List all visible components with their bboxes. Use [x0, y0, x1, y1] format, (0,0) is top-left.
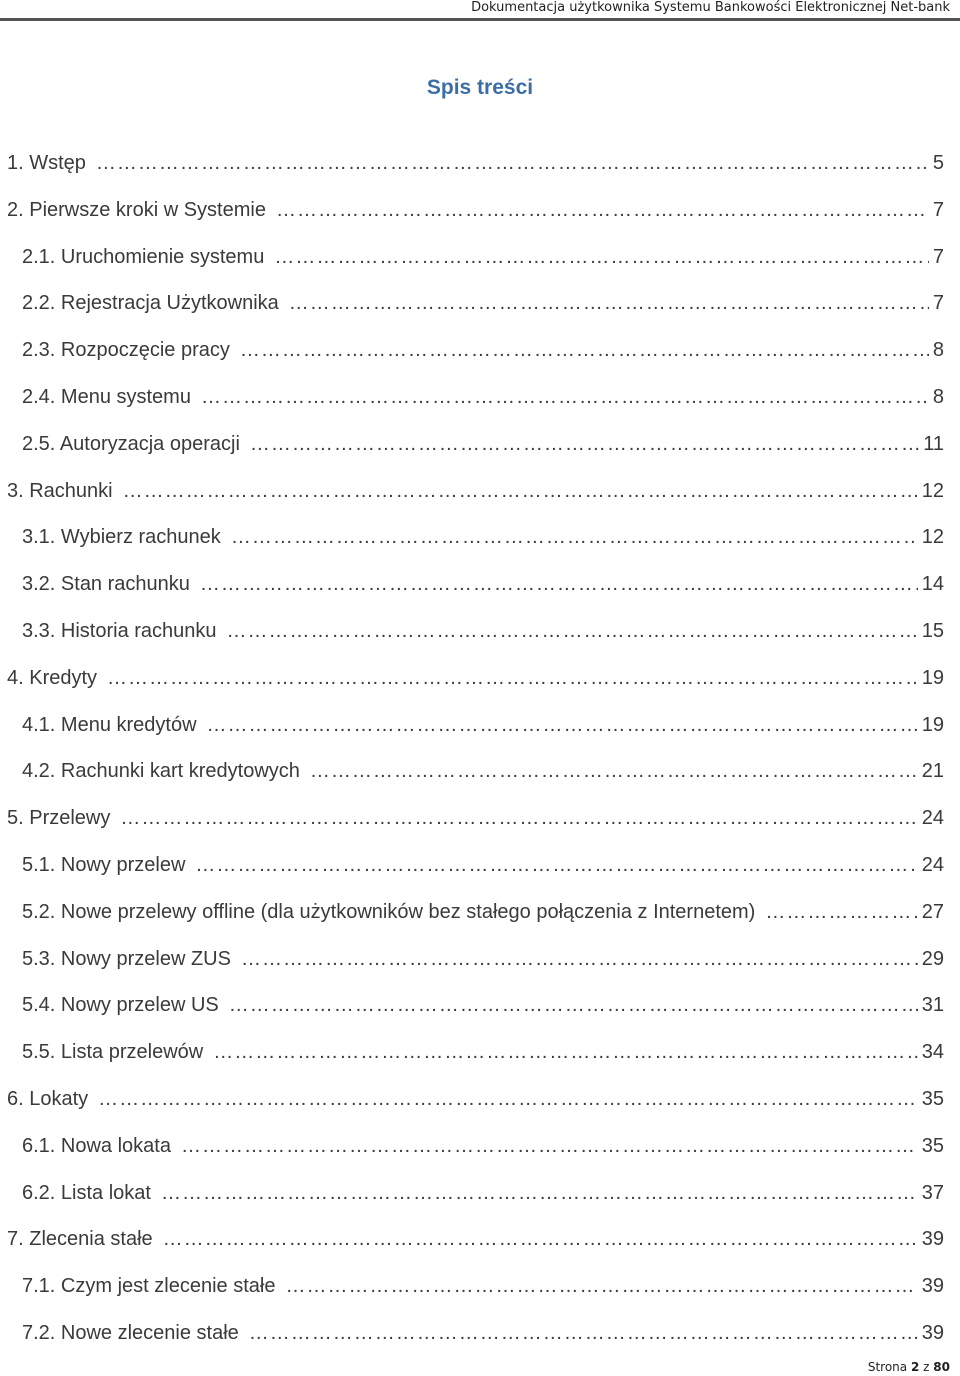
toc-dot-leader — [200, 568, 918, 600]
toc-entry[interactable] — [22, 428, 944, 460]
toc-dot-leader — [181, 1130, 918, 1162]
toc-entry[interactable] — [22, 1036, 944, 1068]
toc-entry-page: 15 — [921, 620, 944, 642]
toc-dot-leader — [250, 428, 919, 460]
toc-entry[interactable] — [22, 568, 944, 600]
toc-entry[interactable] — [22, 849, 944, 881]
toc-dot-leader — [276, 194, 929, 226]
toc-entry-page: 12 — [921, 479, 944, 502]
toc-entry-label: 5.1. Nowy przelew — [22, 854, 186, 876]
toc-entry-label: 7. Zlecenia stałe — [7, 1228, 153, 1251]
toc-entry[interactable] — [22, 287, 944, 319]
toc-dot-leader — [285, 1270, 917, 1302]
toc-entry-page: 39 — [921, 1228, 944, 1251]
toc-dot-leader — [241, 943, 918, 975]
toc-entry[interactable] — [22, 755, 944, 787]
toc-entry-page: 14 — [921, 573, 944, 596]
toc-entry-page: 35 — [921, 1088, 944, 1110]
toc-dot-leader — [227, 615, 918, 647]
toc-dot-leader — [310, 755, 918, 787]
toc-entry[interactable] — [7, 802, 944, 834]
toc-entry-page: 5 — [932, 152, 944, 174]
toc-dot-leader — [289, 287, 929, 319]
toc-entry-label: 2.1. Uruchomienie systemu — [22, 245, 265, 268]
toc-entry[interactable] — [22, 709, 944, 741]
toc-entry[interactable] — [22, 1317, 944, 1349]
toc-entry-page: 35 — [921, 1134, 944, 1157]
toc-entry-label: 2.5. Autoryzacja operacji — [22, 432, 240, 455]
toc-entry[interactable] — [22, 896, 944, 928]
toc-entry-page: 37 — [921, 1181, 944, 1204]
toc-dot-leader — [107, 662, 918, 694]
toc-entry-label: 4.2. Rachunki kart kredytowych — [22, 760, 300, 783]
toc-entry-label: 2. Pierwsze kroki w Systemie — [7, 198, 266, 221]
toc-entry-label: 3.3. Historia rachunku — [22, 620, 217, 642]
toc-dot-leader — [229, 989, 918, 1021]
toc-entry-label: 1. Wstęp — [7, 152, 86, 174]
toc-entry[interactable] — [22, 1130, 944, 1162]
toc-dot-leader — [201, 381, 929, 413]
toc-dot-leader — [207, 709, 918, 741]
page-header — [0, 0, 960, 22]
toc-dot-leader — [120, 802, 917, 834]
toc-dot-leader — [274, 241, 929, 273]
toc-heading: Spis treści — [426, 76, 534, 99]
toc-entry[interactable] — [22, 615, 944, 647]
toc-entry[interactable] — [7, 662, 944, 694]
toc-entry[interactable] — [7, 475, 944, 507]
toc-entry-label: 5.5. Lista przelewów — [22, 1041, 204, 1064]
toc-entry[interactable] — [7, 147, 944, 179]
toc-entry-page: 12 — [921, 526, 944, 549]
toc-entry[interactable] — [22, 989, 944, 1021]
toc-entry-label: 3.2. Stan rachunku — [22, 573, 190, 596]
document-title: Dokumentacja użytkownika Systemu Bankowości Elektronicznej Net-bank — [471, 0, 950, 15]
toc-entry[interactable] — [22, 943, 944, 975]
toc-entry-page: 19 — [921, 713, 944, 736]
toc-entry-page: 24 — [921, 854, 944, 876]
toc-dot-leader — [765, 896, 917, 928]
toc-dot-leader — [240, 334, 929, 366]
toc-entry-page: 8 — [932, 339, 944, 362]
toc-entry-label: 3.1. Wybierz rachunek — [22, 526, 221, 549]
footer-page-separator: z — [923, 1360, 930, 1374]
toc-entry-page: 21 — [921, 760, 944, 783]
toc-entry-label: 5.2. Nowe przelewy offline (dla użytkowników bez stałego połączenia z Internetem) — [22, 900, 756, 923]
toc-entry[interactable] — [22, 521, 944, 553]
toc-entry-label: 2.2. Rejestracja Użytkownika — [22, 292, 279, 315]
toc-dot-leader — [163, 1223, 918, 1255]
toc-entry-label: 2.4. Menu systemu — [22, 386, 191, 408]
toc-entry-label: 3. Rachunki — [7, 479, 113, 502]
toc-entry[interactable] — [22, 241, 944, 273]
toc-entry[interactable] — [22, 381, 944, 413]
toc-entry-label: 5.4. Nowy przelew US — [22, 994, 219, 1017]
header-divider — [0, 18, 960, 21]
toc-entry-label: 6. Lokaty — [7, 1088, 89, 1110]
toc-dot-leader — [231, 521, 918, 553]
toc-entry-label: 6.2. Lista lokat — [22, 1181, 151, 1204]
toc-entry-label: 2.3. Rozpoczęcie pracy — [22, 339, 230, 362]
toc-entry-page: 34 — [921, 1041, 944, 1064]
toc-entry-page: 11 — [923, 432, 944, 455]
toc-dot-leader — [249, 1317, 918, 1349]
toc-entry-page: 8 — [932, 386, 944, 408]
toc-dot-leader — [195, 849, 917, 881]
toc-entry[interactable] — [22, 1177, 944, 1209]
toc-entry-page: 39 — [921, 1322, 944, 1344]
toc-dot-leader — [123, 475, 918, 507]
toc-entry-page: 24 — [921, 807, 944, 830]
toc-dot-leader — [98, 1083, 918, 1115]
toc-entry-page: 39 — [921, 1275, 944, 1298]
page-footer — [868, 1359, 950, 1375]
toc-entry-page: 19 — [921, 666, 944, 689]
toc-entry-label: 6.1. Nowa lokata — [22, 1134, 171, 1157]
toc-entry-label: 4. Kredyty — [7, 666, 98, 689]
toc-entry-label: 5.3. Nowy przelew ZUS — [22, 947, 231, 970]
toc-dot-leader — [213, 1036, 918, 1068]
toc-entry[interactable] — [7, 1223, 944, 1255]
toc-entry[interactable] — [7, 1083, 944, 1115]
toc-entry-page: 31 — [921, 994, 944, 1017]
toc-entry-page: 29 — [921, 947, 944, 970]
toc-entry-page: 7 — [932, 245, 944, 268]
toc-entry-page: 27 — [921, 900, 944, 923]
toc-entry[interactable] — [22, 334, 944, 366]
toc-entry-page: 7 — [932, 292, 944, 315]
toc-dot-leader — [161, 1177, 918, 1209]
toc-entry-label: 4.1. Menu kredytów — [22, 713, 197, 736]
footer-current-page: 2 — [910, 1360, 920, 1374]
toc-entry-page: 7 — [932, 198, 944, 221]
toc-entry-label: 7.1. Czym jest zlecenie stałe — [22, 1275, 276, 1298]
toc-entry-label: 5. Przelewy — [7, 807, 111, 830]
footer-total-pages: 80 — [933, 1360, 950, 1374]
toc-dot-leader — [96, 147, 929, 179]
toc-entry[interactable] — [7, 194, 944, 226]
toc-entry-label: 7.2. Nowe zlecenie stałe — [22, 1322, 239, 1344]
footer-page-prefix: Strona — [867, 1360, 908, 1374]
toc-entry[interactable] — [22, 1270, 944, 1302]
